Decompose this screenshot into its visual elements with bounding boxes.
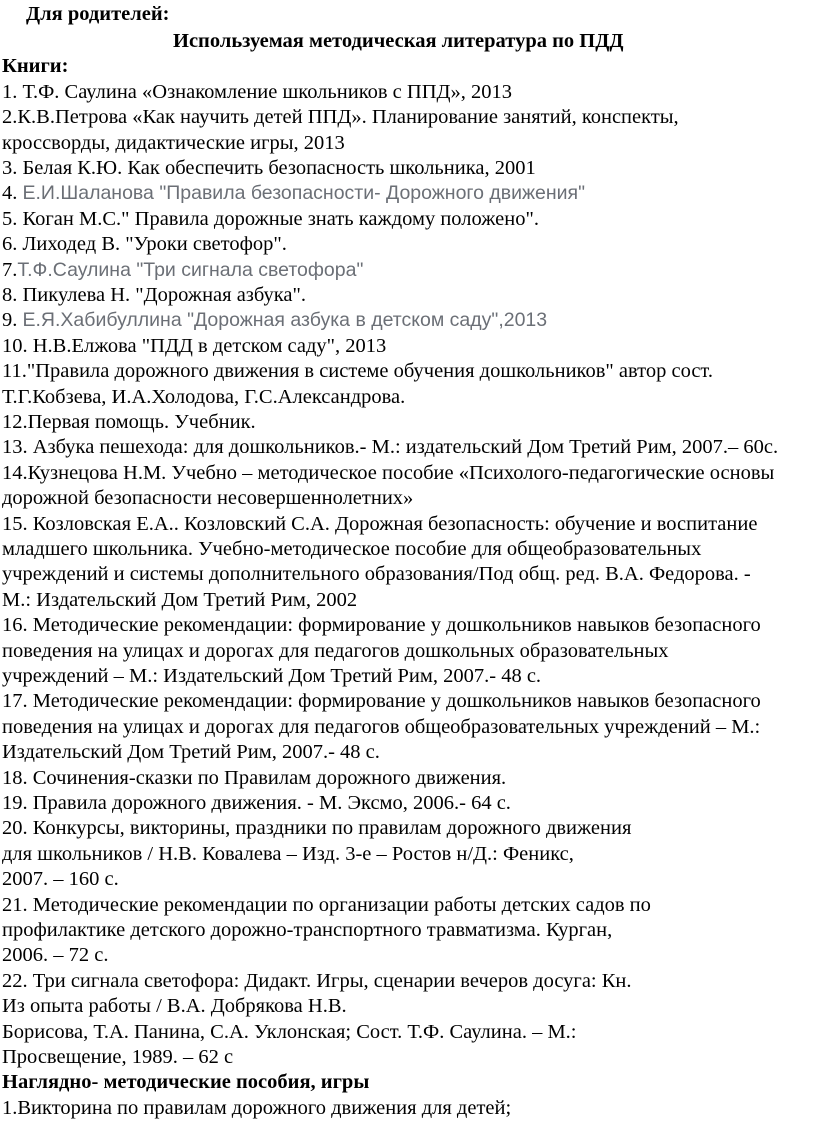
book-item-14-line-1: 14.Кузнецова Н.М. Учебно – методическое пособие «Психолого-педагогические основы — [2, 462, 775, 484]
book-item-15-line-1: 15. Козловская Е.А.. Козловский С.А. Дорожная безопасность: обучение и воспитание — [2, 513, 758, 535]
book-item-7-text: Т.Ф.Саулина "Три сигнала светофора" — [17, 259, 364, 281]
book-item-15-line-3: учреждений и системы дополнительного образования/Под общ. ред. В.А. Федорова. - — [2, 563, 751, 585]
book-item-20-line-2: для школьников / Н.В. Ковалева – Изд. 3-е – Ростов н/Д.: Феникс, — [2, 843, 574, 865]
book-item-4-text: Е.И.Шаланова "Правила безопасности- Дорожного движения" — [22, 182, 586, 204]
book-item-10: 10. Н.В.Елжова "ПДД в детском саду", 2013 — [2, 335, 387, 357]
book-item-21-line-2: профилактике детского дорожно-транспортного травматизма. Курган, — [2, 919, 613, 941]
book-item-22-line-4: Просвещение, 1989. – 62 с — [2, 1046, 234, 1068]
book-item-16-line-3: учреждений – М.: Издательский Дом Третий Рим, 2007.- 48 с. — [2, 665, 542, 687]
book-item-16-line-2: поведения на улицах и дорогах для педагогов дошкольных образовательных — [2, 640, 669, 662]
book-item-17-line-1: 17. Методические рекомендации: формирование у дошкольников навыков безопасного — [2, 690, 761, 712]
book-item-11-line-1: 11."Правила дорожного движения в системе обучения дошкольников" автор сост. — [2, 360, 713, 382]
book-item-8: 8. Пикулева Н. "Дорожная азбука". — [2, 284, 307, 306]
book-item-9-number: 9. — [2, 309, 23, 331]
book-item-22-line-1: 22. Три сигнала светофора: Дидакт. Игры, сценарии вечеров досуга: Кн. — [2, 970, 632, 992]
book-item-17-line-3: Издательский Дом Третий Рим, 2007.- 48 с. — [2, 741, 380, 763]
book-item-22-line-3: Борисова, Т.А. Панина, С.А. Уклонская; Сост. Т.Ф. Саулина. – М.: — [2, 1021, 577, 1043]
book-item-15-line-4: М.: Издательский Дом Третий Рим, 2002 — [2, 589, 358, 611]
book-item-20-line-3: 2007. – 160 с. — [2, 868, 119, 890]
book-item-18: 18. Сочинения-сказки по Правилам дорожного движения. — [2, 767, 507, 789]
page-title: Используемая методическая литература по ПДД — [173, 30, 624, 52]
book-item-3: 3. Белая К.Ю. Как обеспечить безопасность школьника, 2001 — [2, 157, 536, 179]
book-item-7-number: 7. — [2, 259, 18, 281]
book-item-4 — [2, 181, 585, 206]
book-item-22-line-2: Из опыта работы / В.А. Добрякова Н.В. — [2, 995, 347, 1017]
book-item-4-number: 4. — [2, 182, 23, 204]
for-parents-heading: Для родителей: — [26, 3, 170, 25]
book-item-9-text: Е.Я.Хабибуллина "Дорожная азбука в детском саду",2013 — [22, 309, 548, 331]
book-item-20-line-1: 20. Конкурсы, викторины, праздники по правилам дорожного движения — [2, 817, 632, 839]
book-item-14-line-2: дорожной безопасности несовершеннолетних» — [2, 487, 414, 509]
book-item-11-line-2: Т.Г.Кобзева, И.А.Холодова, Г.С.Александрова. — [2, 386, 406, 408]
book-item-21-line-1: 21. Методические рекомендации по организации работы детских садов по — [2, 894, 651, 916]
book-item-19: 19. Правила дорожного движения. - М. Эксмо, 2006.- 64 с. — [2, 792, 511, 814]
book-item-2-line-1: 2.К.В.Петрова «Как научить детей ППД». Планирование занятий, конспекты, — [2, 106, 679, 128]
book-item-15-line-2: младшего школьника. Учебно-методическое пособие для общеобразовательных — [2, 538, 702, 560]
aids-item-1: 1.Викторина по правилам дорожного движения для детей; — [2, 1097, 512, 1119]
book-item-21-line-3: 2006. – 72 с. — [2, 944, 109, 966]
book-item-17-line-2: поведения на улицах и дорогах для педагогов общеобразовательных учреждений – М.: — [2, 716, 761, 738]
book-item-9 — [2, 308, 547, 333]
book-item-6: 6. Лиходед В. "Уроки светофор". — [2, 233, 287, 255]
book-item-12: 12.Первая помощь. Учебник. — [2, 411, 256, 433]
aids-heading: Наглядно- методические пособия, игры — [2, 1071, 370, 1093]
book-item-5: 5. Коган М.С." Правила дорожные знать каждому положено". — [2, 208, 539, 230]
books-heading: Книги: — [2, 55, 69, 77]
book-item-16-line-1: 16. Методические рекомендации: формирование у дошкольников навыков безопасного — [2, 614, 761, 636]
book-item-7 — [2, 258, 363, 283]
book-item-1: 1. Т.Ф. Саулина «Ознакомление школьников с ППД», 2013 — [2, 81, 512, 103]
book-item-13: 13. Азбука пешехода: для дошкольников.- М.: издательский Дом Третий Рим, 2007.– 60с. — [2, 436, 779, 458]
book-item-2-line-2: кроссворды, дидактические игры, 2013 — [2, 132, 345, 154]
